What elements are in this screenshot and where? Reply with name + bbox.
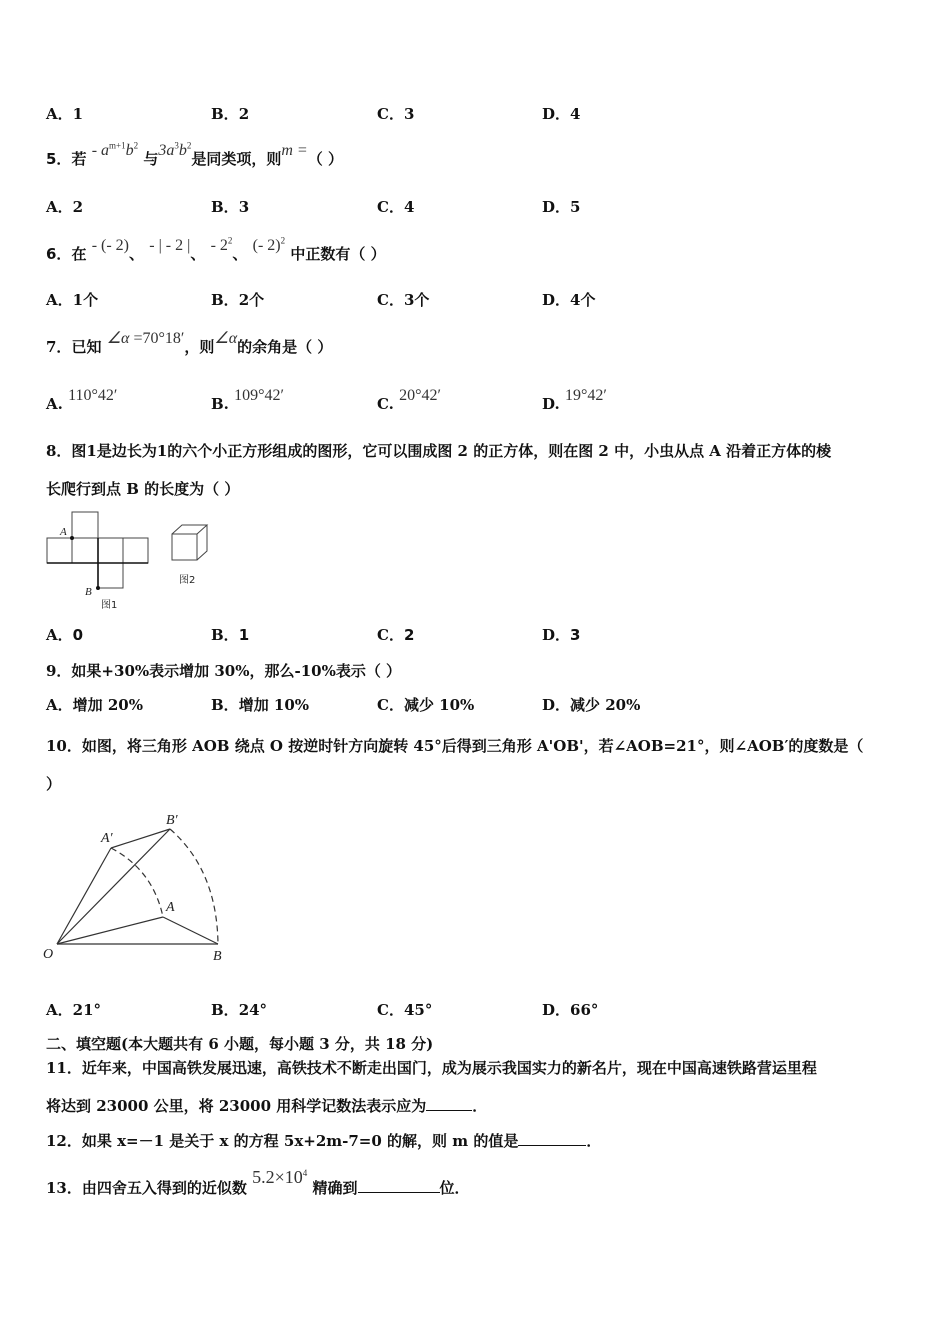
option-d bbox=[542, 694, 640, 715]
option-b bbox=[211, 694, 309, 715]
option-text: 3个 bbox=[403, 291, 430, 309]
option-d bbox=[542, 196, 580, 217]
option-text: 1 bbox=[238, 626, 250, 644]
question-text: 中正数有（ ） bbox=[290, 245, 386, 263]
answer-blank[interactable] bbox=[358, 1180, 440, 1193]
math-expression bbox=[252, 1167, 307, 1187]
cube-figure bbox=[172, 525, 207, 560]
math-expression: - (- 2) bbox=[91, 237, 129, 254]
option-c bbox=[377, 103, 414, 124]
option-text: 21° bbox=[72, 1001, 102, 1019]
option-letter: C． bbox=[377, 1001, 404, 1019]
section-2-heading: 二、填空题(本大题共有 6 小题，每小题 3 分，共 18 分) bbox=[46, 1035, 434, 1053]
option-c bbox=[377, 196, 414, 217]
option-a bbox=[46, 387, 118, 414]
option-a bbox=[46, 694, 143, 715]
option-letter: B． bbox=[211, 696, 239, 714]
math-expression bbox=[158, 142, 191, 159]
math-angle: ∠α bbox=[106, 330, 130, 347]
option-letter: B. bbox=[211, 395, 229, 413]
math-expression bbox=[92, 142, 138, 159]
question-number: 7． bbox=[46, 338, 72, 356]
math-exponent: 2 bbox=[186, 140, 192, 151]
question-11 bbox=[46, 1049, 906, 1125]
math-exponent: m+1 bbox=[109, 140, 126, 151]
figure-2-caption: 图2 bbox=[179, 575, 196, 586]
question-text: 在 bbox=[71, 245, 87, 263]
segment-oa bbox=[57, 917, 163, 944]
option-letter: D． bbox=[542, 198, 571, 216]
option-d bbox=[542, 289, 595, 310]
question-5 bbox=[46, 140, 343, 169]
option-letter: D. bbox=[542, 395, 560, 413]
option-d bbox=[542, 624, 580, 645]
math-exponent: 2 bbox=[280, 235, 286, 246]
option-text: 66° bbox=[570, 1001, 599, 1019]
question-7 bbox=[46, 330, 333, 357]
option-text: 4 bbox=[403, 198, 415, 216]
option-letter: D． bbox=[542, 1001, 571, 1019]
math-base: (- 2) bbox=[252, 237, 281, 254]
option-letter: C． bbox=[377, 198, 404, 216]
question-text: 位． bbox=[439, 1179, 470, 1197]
option-letter: A． bbox=[46, 198, 73, 216]
option-letter: B． bbox=[211, 198, 239, 216]
math-base: 5.2×10 bbox=[252, 1167, 303, 1187]
math-var: m = bbox=[281, 142, 308, 159]
option-text: 2 bbox=[403, 626, 415, 644]
cube-net-figure bbox=[47, 512, 148, 588]
point-a-marker bbox=[70, 536, 74, 540]
math-exponent: 2 bbox=[133, 140, 139, 151]
question-text: 的余角是（ ） bbox=[237, 338, 333, 356]
option-b bbox=[211, 289, 264, 310]
option-letter: B． bbox=[211, 1001, 239, 1019]
segment-ab bbox=[163, 917, 218, 944]
answer-blank[interactable] bbox=[518, 1133, 586, 1146]
point-o-label: O bbox=[43, 947, 54, 962]
option-a bbox=[46, 103, 83, 124]
math-base: b bbox=[178, 142, 187, 159]
math-exponent: 4 bbox=[302, 1168, 308, 1178]
option-letter: B． bbox=[211, 291, 239, 309]
option-letter: A． bbox=[46, 626, 73, 644]
option-text: 2个 bbox=[238, 291, 265, 309]
option-text: 19°42′ bbox=[564, 387, 607, 404]
math-exponent: 3 bbox=[174, 140, 179, 151]
option-a bbox=[46, 624, 83, 645]
point-b-marker bbox=[96, 586, 100, 590]
option-text: 3 bbox=[238, 198, 250, 216]
option-text: 3 bbox=[570, 626, 581, 644]
question-text: 12．如果 x=－1 是关于 x 的方程 5x+2m-7=0 的解，则 m 的值是 bbox=[46, 1132, 519, 1150]
segment-ob-prime bbox=[57, 829, 170, 944]
point-b-label: B bbox=[85, 586, 92, 598]
option-b bbox=[211, 196, 249, 217]
question-text: 8．图1是边长为1的六个小正方形组成的图形，它可以围成图 2 的正方体，则在图 2 中，小虫从点 A 沿着正方体的棱 bbox=[46, 442, 832, 460]
option-text: 24° bbox=[238, 1001, 268, 1019]
option-text: 3 bbox=[403, 105, 415, 123]
option-a bbox=[46, 196, 83, 217]
separator: 、 bbox=[129, 245, 145, 263]
question-text: 长爬行到点 B 的长度为（ ） bbox=[46, 480, 240, 498]
option-c bbox=[377, 999, 432, 1020]
question-line bbox=[46, 1087, 906, 1125]
separator: 、 bbox=[190, 245, 206, 263]
option-c bbox=[377, 694, 474, 715]
figure-1-caption: 图1 bbox=[101, 600, 118, 611]
question-text: 是同类项，则 bbox=[191, 150, 282, 168]
option-letter: A. bbox=[46, 395, 63, 413]
option-letter: D． bbox=[542, 696, 571, 714]
math-base: - a bbox=[91, 142, 110, 159]
point-b-label: B bbox=[213, 949, 222, 964]
option-text: 减少 20% bbox=[570, 696, 641, 714]
option-text: 109°42′ bbox=[234, 387, 285, 404]
option-letter: C． bbox=[377, 696, 404, 714]
answer-blank[interactable] bbox=[426, 1098, 472, 1111]
option-text: 4 bbox=[570, 105, 581, 123]
math-base: b bbox=[125, 142, 134, 159]
question-text: 13．由四舍五入得到的近似数 bbox=[46, 1179, 247, 1197]
question-number: 5． bbox=[46, 150, 72, 168]
option-letter: B． bbox=[211, 626, 239, 644]
option-text: 20°42′ bbox=[399, 387, 442, 404]
option-letter: A． bbox=[46, 105, 73, 123]
question-text: 10．如图，将三角形 AOB 绕点 O 按逆时针方向旋转 45°后得到三角形 A'OB'，若∠AOB=21°，则∠AOB′的度数是（ bbox=[46, 737, 864, 755]
option-d bbox=[542, 387, 607, 414]
figure-cube-net-and-cube bbox=[40, 505, 230, 617]
question-8 bbox=[46, 432, 906, 508]
question-text: 若 bbox=[71, 150, 87, 168]
option-letter: A． bbox=[46, 696, 73, 714]
figure-rotated-triangle bbox=[35, 800, 245, 970]
option-text: 4个 bbox=[570, 291, 596, 309]
math-value: =70°18′ bbox=[133, 330, 185, 347]
arc-a-to-a-prime bbox=[111, 848, 163, 917]
math-base: 3a bbox=[158, 142, 175, 159]
option-text: 增加 20% bbox=[72, 696, 143, 714]
option-a bbox=[46, 289, 98, 310]
question-text: ，则 bbox=[184, 338, 215, 356]
option-b bbox=[211, 103, 249, 124]
point-a-label: A bbox=[166, 900, 175, 915]
punctuation: ． bbox=[472, 1097, 488, 1115]
option-text: 2 bbox=[72, 198, 84, 216]
question-text: 将达到 23000 公里，将 23000 用科学记数法表示应为 bbox=[46, 1097, 427, 1115]
option-c bbox=[377, 624, 414, 645]
option-letter: C． bbox=[377, 291, 404, 309]
math-expression bbox=[211, 237, 233, 254]
arc-b-to-b-prime bbox=[170, 829, 218, 944]
point-a-prime-label: A′ bbox=[101, 831, 113, 846]
option-text: 减少 10% bbox=[403, 696, 475, 714]
option-a bbox=[46, 999, 101, 1020]
math-expression bbox=[281, 142, 307, 159]
math-expression bbox=[107, 330, 185, 347]
option-d bbox=[542, 103, 580, 124]
punctuation: ． bbox=[586, 1132, 602, 1150]
option-text: 增加 10% bbox=[238, 696, 310, 714]
question-12 bbox=[46, 1130, 601, 1151]
option-letter: A． bbox=[46, 291, 73, 309]
question-13 bbox=[46, 1167, 470, 1198]
point-a-label: A bbox=[60, 526, 67, 538]
question-9: 9．如果+30%表示增加 30%，那么-10%表示（ ） bbox=[46, 662, 402, 680]
question-text: 精确到 bbox=[312, 1179, 358, 1197]
option-b bbox=[211, 387, 285, 414]
option-letter: A． bbox=[46, 1001, 73, 1019]
option-text: 2 bbox=[238, 105, 250, 123]
question-10 bbox=[46, 727, 906, 803]
option-letter: C． bbox=[377, 105, 404, 123]
option-letter: D． bbox=[542, 291, 571, 309]
option-text: 1 bbox=[72, 105, 84, 123]
math-expression bbox=[253, 237, 285, 254]
math-expression bbox=[214, 330, 237, 347]
option-b bbox=[211, 999, 267, 1020]
math-exponent: 2 bbox=[227, 235, 233, 246]
option-text: 0 bbox=[72, 626, 84, 644]
option-letter: D． bbox=[542, 105, 571, 123]
question-number: 6． bbox=[46, 245, 72, 263]
option-letter: D． bbox=[542, 626, 571, 644]
option-letter: C. bbox=[377, 395, 394, 413]
question-text: 与 bbox=[143, 150, 159, 168]
option-c bbox=[377, 387, 442, 414]
option-d bbox=[542, 999, 598, 1020]
point-b-prime-label: B′ bbox=[166, 813, 178, 828]
option-text: 110°42′ bbox=[68, 387, 118, 404]
math-base: - 2 bbox=[210, 237, 228, 254]
question-text: 11．近年来，中国高铁发展迅速，高铁技术不断走出国门，成为展示我国实力的新名片，现在中国高速铁路营运里程 bbox=[46, 1059, 817, 1077]
question-text: ） bbox=[46, 775, 62, 793]
option-letter: C． bbox=[377, 626, 404, 644]
math-angle: ∠α bbox=[214, 330, 238, 347]
option-text: 1个 bbox=[72, 291, 99, 309]
option-c bbox=[377, 289, 429, 310]
answer-paren: （ ） bbox=[307, 150, 343, 168]
option-letter: B． bbox=[211, 105, 239, 123]
separator: 、 bbox=[232, 245, 248, 263]
question-text: 已知 bbox=[71, 338, 102, 356]
option-text: 5 bbox=[570, 198, 581, 216]
segment-oa-prime bbox=[57, 848, 111, 944]
question-6 bbox=[46, 235, 386, 264]
option-text: 45° bbox=[403, 1001, 433, 1019]
option-b bbox=[211, 624, 249, 645]
math-expression: - | - 2 | bbox=[149, 237, 191, 254]
